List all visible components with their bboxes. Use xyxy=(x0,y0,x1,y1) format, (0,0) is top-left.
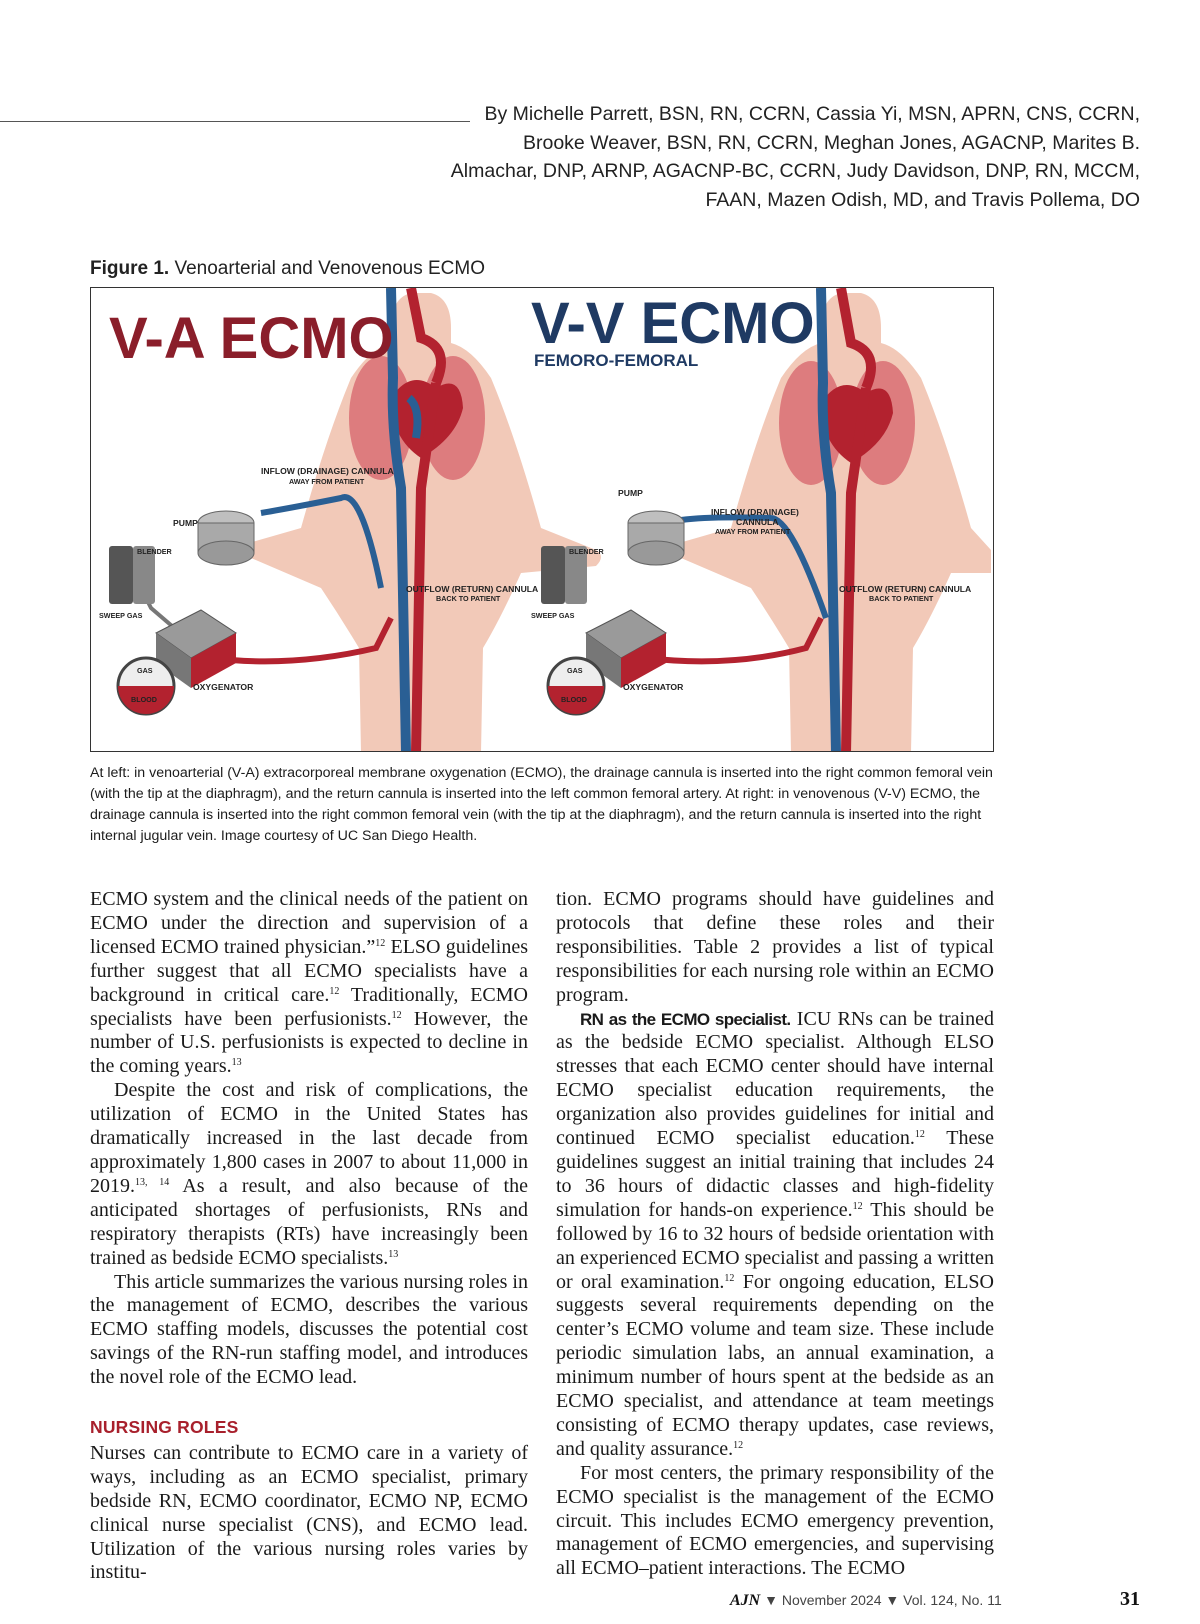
va-gas-label: GAS xyxy=(137,666,153,675)
paragraph: tion. ECMO programs should have guidelines and protocols that define these roles and their responsibilities. Table 2 provides a list of typical responsibilities for each nursing role within an ECMO program. xyxy=(556,888,994,1006)
vv-pump-label: PUMP xyxy=(618,488,643,498)
va-inflow-sub: AWAY FROM PATIENT xyxy=(289,477,365,486)
right-column xyxy=(556,888,994,1581)
vv-inflow-label: INFLOW (DRAINAGE) xyxy=(711,507,799,517)
va-title: V-A ECMO xyxy=(109,306,394,371)
va-outflow-label: OUTFLOW (RETURN) CANNULA xyxy=(406,584,539,594)
journal-name: AJN xyxy=(730,1592,761,1609)
figure-title xyxy=(90,258,485,280)
figure-label: Figure 1. xyxy=(90,258,170,279)
va-sweep-label: SWEEP GAS xyxy=(99,611,143,620)
paragraph: ECMO system and the clinical needs of the patient on ECMO under the direction and supervision of a licensed ECMO trained physician.”$^{12}$ ELSO guidelines further suggest that all ECMO specialists have a background in critical care.$^{12}$ Traditionally, ECMO specialists have been perfusionists.$^{12}$ However, the number of U.S. perfusionists is expected to decline in the coming years.$^{13}$ xyxy=(90,888,528,1078)
issue-date: November 2024 xyxy=(781,1592,882,1608)
va-oxygenator-label: OXYGENATOR xyxy=(193,682,254,692)
byline-line: By Michelle Parrett, BSN, RN, CCRN, Cassia Yi, MSN, APRN, CNS, CCRN, xyxy=(484,103,1140,125)
section-heading: NURSING ROLES xyxy=(90,1417,239,1438)
paragraph: RN as the ECMO specialist. ICU RNs can be trained as the bedside ECMO specialist. Although ELSO stresses that each ECMO center should have internal ECMO specialist education requirements, the organization also provides guidelines for initial and continued ECMO specialist education.$^{12}$ These guidelines suggest an initial training that includes 24 to 36 hours of didactic classes and high-fidelity simulation for hands-on experience.$^{12}$ This should be followed by 16 to 32 hours of bedside orientation with an experienced ECMO specialist and passing a written or oral examination.$^{12}$ For ongoing education, ELSO suggests several requirements depending on the center’s ECMO volume and team size. These include periodic simulation labs, an annual examination, a minimum number of hours spent at the bedside as an ECMO specialist, and attendance at team meetings consisting of ECMO therapy updates, case reviews, and quality assurance.$^{12}$ xyxy=(556,1007,994,1460)
triangle-icon: ▼ xyxy=(764,1592,778,1608)
byline-line: Brooke Weaver, BSN, RN, CCRN, Meghan Jones, AGACNP, Marites B. xyxy=(522,131,1140,154)
vv-blood-label: BLOOD xyxy=(561,695,587,704)
byline-line: FAAN, Mazen Odish, MD, and Travis Pollema, DO xyxy=(705,188,1140,211)
volume-info: Vol. 124, No. 11 xyxy=(903,1592,1002,1608)
paragraph: Nurses can contribute to ECMO care in a variety of ways, including as an ECMO specialist, primary bedside RN, ECMO coordinator, ECMO NP, ECMO clinical nurse specialist (CNS), and ECMO lead. Utilization of the various nursing roles varies by institu- xyxy=(90,1441,528,1584)
vv-oxygenator-label: OXYGENATOR xyxy=(623,682,684,692)
vv-outflow-label: OUTFLOW (RETURN) CANNULA xyxy=(839,584,972,594)
vv-inflow-sub: AWAY FROM PATIENT xyxy=(715,527,791,536)
va-pump-label: PUMP xyxy=(173,518,198,528)
page-footer xyxy=(730,1592,1002,1610)
figure-caption: At left: in venoarterial (V-A) extracorporeal membrane oxygenation (ECMO), the drainage cannula is inserted into the right common femoral vein (with the tip at the diaphragm), and the return cannula is inserted into the left common femoral artery. At right: in venovenous (V-V) ECMO, the drainage cannula is inserted into the right common femoral vein (with the tip at the diaphragm), and the return cannula is inserted into the right internal jugular vein. Image courtesy of UC San Diego Health. xyxy=(90,765,993,844)
byline xyxy=(420,100,1140,214)
paragraph: For most centers, the primary responsibility of the ECMO specialist is the management of the ECMO circuit. This includes ECMO emergency prevention, management of ECMO emergencies, and supervising all ECMO–patient interactions. The ECMO xyxy=(556,1461,994,1580)
vv-subtitle: FEMORO-FEMORAL xyxy=(534,351,699,370)
va-blood-label: BLOOD xyxy=(131,695,157,704)
byline-line: Almachar, DNP, ARNP, AGACNP-BC, CCRN, Judy Davidson, DNP, RN, MCCM, xyxy=(450,160,1140,182)
va-inflow-label: INFLOW (DRAINAGE) CANNULA xyxy=(261,466,394,476)
left-column xyxy=(90,888,528,1585)
vv-inflow-label2: CANNULA xyxy=(736,517,779,527)
va-outflow-sub: BACK TO PATIENT xyxy=(436,594,501,603)
vv-blender xyxy=(541,546,565,604)
figure-title-text: Venoarterial and Venovenous ECMO xyxy=(174,258,485,279)
triangle-icon: ▼ xyxy=(885,1592,900,1608)
paragraph: This article summarizes the various nursing roles in the management of ECMO, describes the various ECMO staffing models, discusses the potential cost savings of the RN-run staffing model, and introduces the novel role of the ECMO lead. xyxy=(90,1270,528,1389)
header-rule xyxy=(0,121,470,122)
vv-outflow-sub: BACK TO PATIENT xyxy=(869,594,934,603)
vv-blender-label: BLENDER xyxy=(569,547,604,556)
paragraph: Despite the cost and risk of complications, the utilization of ECMO in the United States has dramatically increased in the last decade from approximately 1,800 cases in 2007 to about 11,000 in 2019.$^{13, 14}$ As a result, and also because of the anticipated shortages of perfusionists, RNs and respiratory therapists (RTs) have increasingly been trained as bedside ECMO specialists.$^{13}$ xyxy=(90,1079,528,1269)
vv-gas-label: GAS xyxy=(567,666,583,675)
va-blender xyxy=(109,546,133,604)
vv-sweep-label: SWEEP GAS xyxy=(531,611,575,620)
vv-title: V-V ECMO xyxy=(531,291,815,356)
ecmo-figure xyxy=(90,287,994,752)
va-blender-label: BLENDER xyxy=(137,547,172,556)
run-in-heading: RN as the ECMO specialist. xyxy=(580,1009,791,1029)
ecmo-illustration xyxy=(91,288,994,752)
page-number: 31 xyxy=(1120,1588,1140,1610)
